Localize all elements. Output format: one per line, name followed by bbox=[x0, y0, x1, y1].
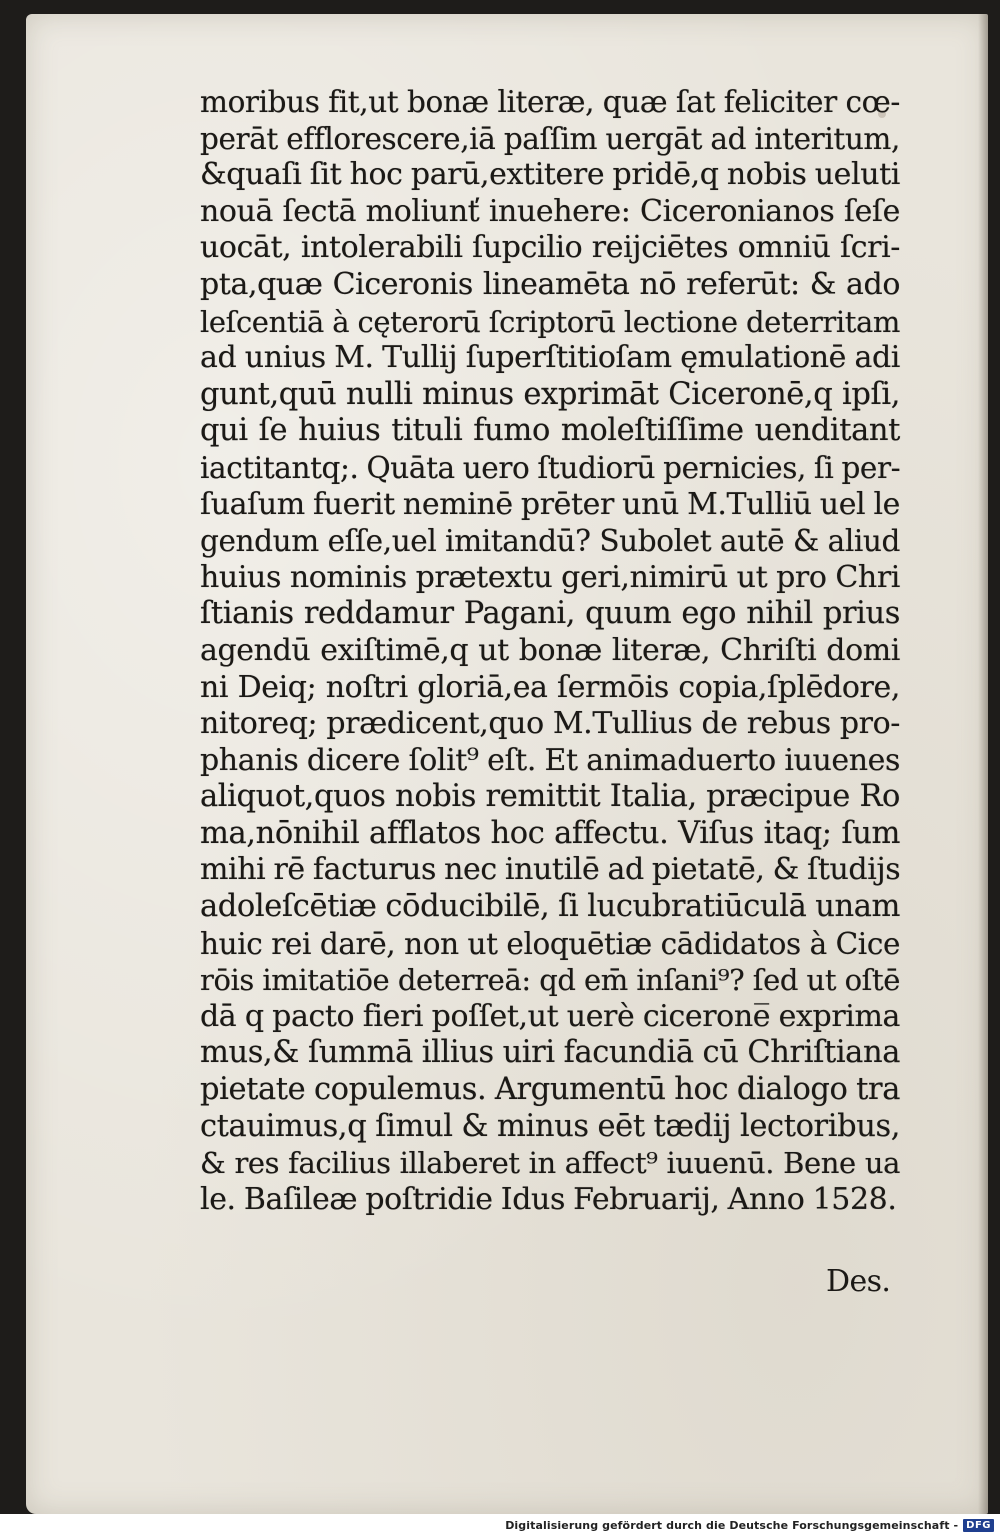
text-line-27: mus,& ſummā illius uiri facundiā cū Chriſtiana bbox=[200, 1035, 900, 1071]
text-line-31: le. Baſileæ poſtridie Idus Februarij, Anno 1528. bbox=[200, 1181, 897, 1217]
text-line-18: nitoreq; prædicent,quo M.Tullius de rebus pro- bbox=[200, 706, 900, 742]
text-line-26: dā q pacto fieri poſſet,ut uerè cicerone̅ exprima bbox=[200, 998, 900, 1034]
text-line-30: & res facilius illaberet in affect⁹ iuuenū. Bene ua bbox=[200, 1146, 900, 1181]
text-line-11: iactitantq;. Quāta uero ſtudiorū pernicies, ſi per- bbox=[200, 450, 901, 485]
text-line-29: ctauimus,q ſimul & minus eēt tædij lectoribus, bbox=[200, 1108, 900, 1144]
funding-notice: Digitalisierung gefördert durch die Deutsche Forschungsgemeinschaft - bbox=[505, 1518, 959, 1532]
text-line-17: ni Deiq; noſtri gloriā,ea ſermōis copia,ſplēdore, bbox=[200, 669, 900, 705]
text-line-22: mihi rē facturus nec inutilē ad pietatē, & ſtudijs bbox=[200, 852, 901, 888]
text-line-20: aliquot,quos nobis remittit Italia, præcipue Ro bbox=[200, 779, 900, 815]
text-line-10: qui ſe huius tituli fumo moleſtiſſime uenditant bbox=[200, 413, 900, 449]
text-line-6: pta,quæ Ciceronis lineamēta nō referūt: & ado bbox=[200, 266, 900, 302]
text-line-23: adoleſcētiæ cōducibilē, ſi lucubratiūculā unam bbox=[200, 889, 900, 925]
text-line-15: ſtianis reddamur Pagani, quum ego nihil prius bbox=[200, 596, 900, 632]
dfg-logo: DFG bbox=[963, 1519, 994, 1532]
text-line-28: pietate copulemus. Argumentū hoc dialogo tra bbox=[200, 1072, 900, 1108]
text-line-12: ſuaſum fuerit neminē prēter unū M.Tulliū uel le bbox=[200, 486, 900, 522]
text-line-2: perāt efflorescere,iā paſſim uergāt ad interitum, bbox=[200, 121, 900, 156]
text-line-1: moribus fit,ut bonæ literæ, quæ ſat feliciter cœ- bbox=[200, 85, 900, 119]
text-line-16: agendū exiſtimē,q ut bonæ literæ, Chriſti domi bbox=[200, 632, 900, 668]
footer-bar bbox=[0, 1514, 1000, 1536]
text-line-21: ma,nōnihil afflatos hoc affectu. Viſus itaq; ſum bbox=[200, 815, 900, 851]
body-text bbox=[200, 84, 900, 1218]
text-line-3: &quaſi ſit hoc parū,extitere pridē,q nobis ueluti bbox=[200, 157, 900, 193]
text-line-14: huius nominis prætextu geri,nimirū ut pro Chri bbox=[200, 559, 900, 595]
text-line-7: leſcentiā à cęterorū ſcriptorū lectione deterritam bbox=[200, 304, 900, 339]
text-line-13: gendum eſſe,uel imitandū? Subolet autē & aliud bbox=[200, 524, 900, 559]
text-line-5: uocāt, intolerabili ſupcilio reijciētes omniū ſcri- bbox=[200, 230, 900, 266]
text-line-4: nouā ſectā moliunť inuehere: Ciceronianos ſeſe bbox=[200, 193, 900, 229]
text-line-25: rōis imitatiōe deterreā: qd em̄ inſani⁹? ſed ut oſtē bbox=[200, 963, 900, 998]
text-line-8: ad unius M. Tullij ſuperſtitioſam ęmulationē adi bbox=[200, 340, 900, 376]
text-line-24: huic rei darē, non ut eloquētiæ cādidatos à Cice bbox=[200, 926, 900, 961]
text-line-19: phanis dicere ſolit⁹ eſt. Et animaduerto iuuenes bbox=[200, 742, 900, 778]
page-edge-shadow bbox=[978, 14, 988, 1514]
catchword: Des. bbox=[826, 1264, 891, 1299]
text-line-9: gunt,quū nulli minus exprimāt Ciceronē,q ipſi, bbox=[200, 376, 900, 412]
